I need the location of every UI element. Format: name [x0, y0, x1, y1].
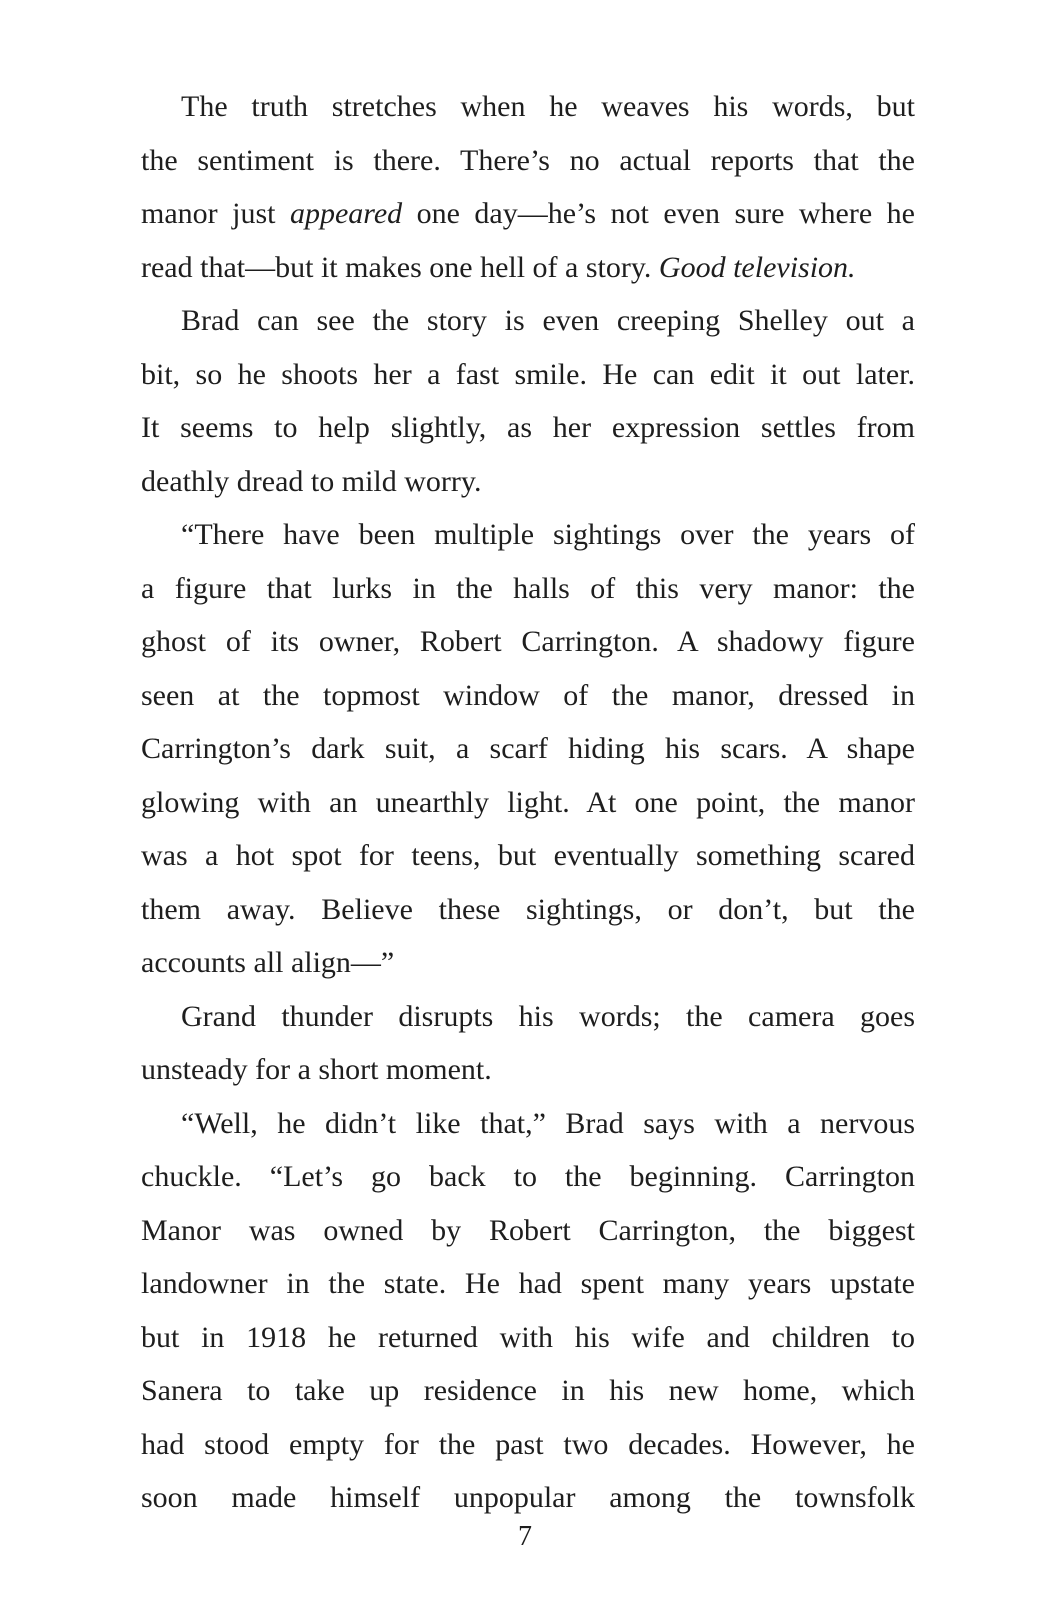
text-line	[141, 241, 915, 295]
line-text: It seems to help slightly, as her expression settles from	[141, 411, 915, 444]
line-text: them away. Believe these sightings, or don’t, but the	[141, 892, 915, 926]
line-text: deathly dread to mild worry.	[141, 464, 482, 498]
line-text: accounts all align—”	[141, 946, 395, 979]
line-text: Sanera to take up residence in his new home, which	[141, 1374, 915, 1407]
line-text: manor just	[141, 197, 290, 230]
line-text: Manor was owned by Robert Carrington, the biggest	[141, 1213, 915, 1247]
text-line	[141, 187, 915, 241]
text-line	[141, 776, 915, 830]
text-line	[141, 1043, 915, 1097]
text-line	[141, 562, 915, 616]
text-line	[141, 134, 915, 188]
line-text: unsteady for a short moment.	[141, 1053, 492, 1086]
text-line	[141, 1418, 915, 1472]
text-line	[141, 1471, 915, 1525]
text-line	[141, 1257, 915, 1311]
text-line	[141, 829, 915, 883]
text-line	[141, 990, 915, 1044]
line-text: Grand thunder disrupts his words; the camera goes	[181, 999, 915, 1033]
line-text: landowner in the state. He had spent many years upstate	[141, 1267, 915, 1300]
line-text: chuckle. “Let’s go back to the beginning. Carrington	[141, 1160, 915, 1193]
page-number: 7	[518, 1521, 532, 1552]
italic-text: appeared	[289, 197, 403, 230]
line-text: a figure that lurks in the halls of this very manor: the	[141, 571, 915, 605]
text-line	[141, 1204, 915, 1258]
text-line	[141, 294, 915, 348]
line-text: one day—he’s not even sure where he	[402, 197, 915, 230]
text-line	[141, 883, 915, 937]
text-line	[141, 1150, 915, 1204]
text-line	[141, 722, 915, 776]
line-text: glowing with an unearthly light. At one point, the manor	[141, 785, 915, 819]
line-text: “Well, he didn’t like that,” Brad says with a nervous	[181, 1106, 915, 1140]
text-line	[141, 455, 915, 509]
italic-text: Good television.	[658, 250, 856, 284]
line-text: bit, so he shoots her a fast smile. He can edit it out later.	[141, 357, 915, 391]
text-line	[141, 401, 915, 455]
line-text: Carrington’s dark suit, a scarf hiding his scars. A shape	[141, 732, 915, 765]
line-text: ghost of its owner, Robert Carrington. A shadowy figure	[141, 625, 915, 658]
line-text: Brad can see the story is even creeping Shelley out a	[181, 304, 915, 337]
line-text: was a hot spot for teens, but eventually something scared	[141, 839, 915, 872]
line-text: but in 1918 he returned with his wife and children to	[141, 1320, 915, 1354]
line-text: “There have been multiple sightings over the years of	[181, 518, 915, 551]
text-line	[141, 1097, 915, 1151]
line-text: had stood empty for the past two decades. However, he	[141, 1427, 915, 1461]
text-line	[141, 1311, 915, 1365]
line-text: seen at the topmost window of the manor, dressed in	[141, 678, 915, 712]
line-text: soon made himself unpopular among the townsfolk	[141, 1481, 915, 1514]
text-line	[141, 348, 915, 402]
text-line	[141, 936, 915, 990]
text-line	[141, 80, 915, 134]
text-line	[141, 669, 915, 723]
line-text: The truth stretches when he weaves his words, but	[181, 90, 915, 123]
line-text: read that—but it makes one hell of a story.	[141, 250, 659, 284]
text-line	[141, 508, 915, 562]
body-text	[141, 80, 915, 1525]
text-line	[141, 1364, 915, 1418]
text-line	[141, 615, 915, 669]
line-text: the sentiment is there. There’s no actual reports that the	[141, 143, 915, 177]
